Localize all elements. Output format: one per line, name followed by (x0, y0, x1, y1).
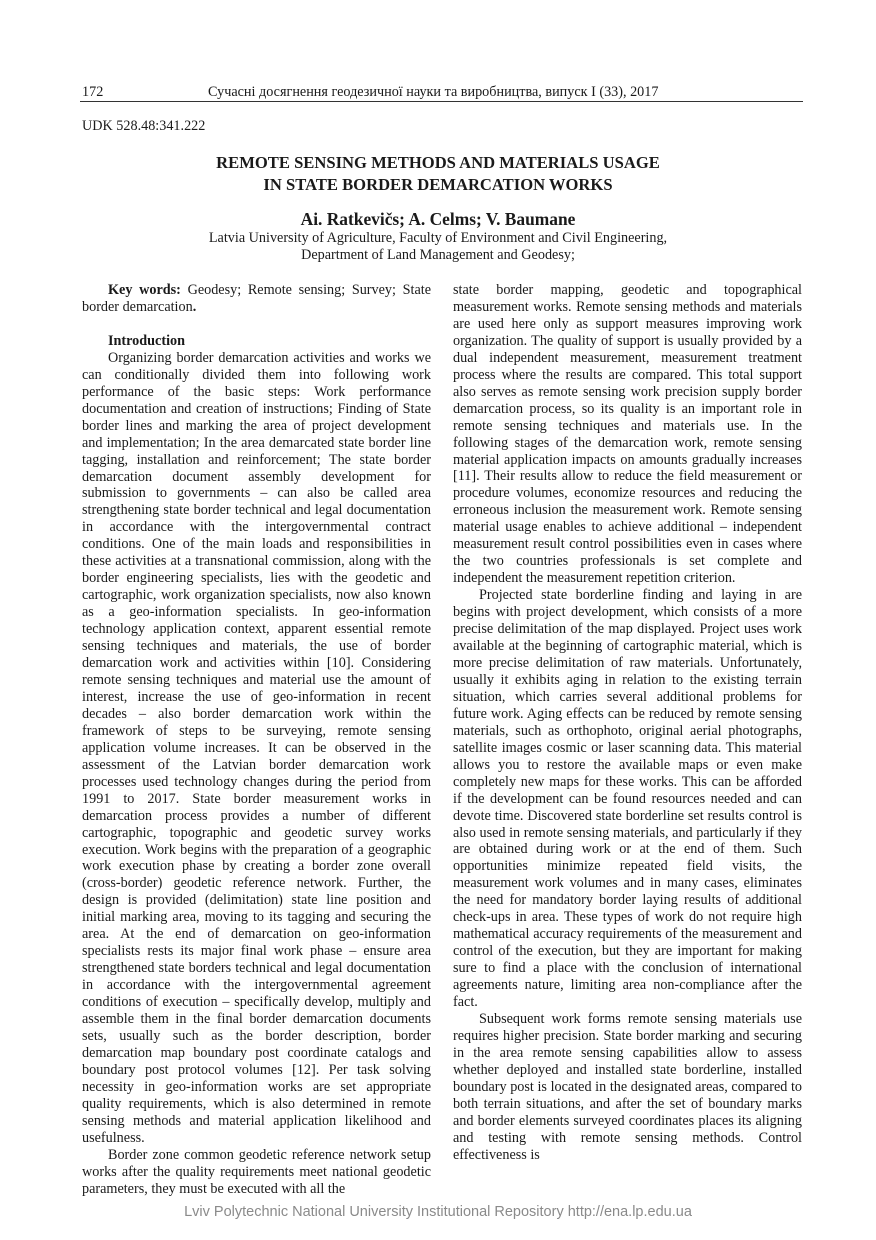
paper-title (0, 152, 876, 196)
keywords-text: Geodesy; Remote sensing; Survey; State border demarcation (82, 282, 431, 315)
paragraph: state border mapping, geodetic and topographical measurement works. Remote sensing methods and materials are used here only as support measures improving work organization. The quality of support is usually provided by a dual independent measurement, measurement treatment process where the results are compared. This total support also serves as remote sensing work precision supply border demarcation process, so its quality is an important role in remote sensing techniques and materials use. In the following stages of the demarcation work, remote sensing material application impacts on amounts gradually increases [11]. Their results allow to reduce the field measurement or procedure volumes, economize resources and reducing the erroneous inclusion the measurement work. Remote sensing material usage enables to achieve additional – independent measurement result control possibilities even in cases where the two countries professionals is set complete and independent the measurement repetition criterion. (453, 282, 802, 587)
title-line-2: IN STATE BORDER DEMARCATION WORKS (263, 175, 613, 194)
header-rule (80, 101, 803, 102)
authors: Ai. Ratkevičs; A. Celms; V. Baumane (300, 209, 576, 229)
affiliation-line-1: Latvia University of Agriculture, Faculty of Environment and Civil Engineering, (208, 230, 668, 246)
udk-code: UDK 528.48:341.222 (82, 118, 206, 134)
paragraph: Border zone common geodetic reference network setup works after the quality requirements meet national geodetic parameters, they must be executed with all the (82, 1146, 431, 1197)
running-head (82, 84, 803, 101)
paragraph: Organizing border demarcation activities and works we can conditionally divided them into following work performance of the basic steps: Work performance documentation and creation of instructions; Finding of State border lines and marking the area of project development and implementation; In the area demarcated state border line tagging, installation and reinforcement; The state border demarcation document assembly development for submission to governments – can also be called area strengthening state border technical and legal documentation in accordance with the intergovernmental contract conditions. One of the main loads and responsibilities in these activities at a transnational commission, along with the border engineering specialists, lies with the geodetic and cartographic, work organization specialists, now also known as a geo-information specialists. In geo-information technology application context, apparent essential remote sensing techniques and materials, the use of border demarcation work and activities within [10]. Considering remote sensing techniques and material use the amount of interest, increase the use of geo-information in recent decades – also border demarcation work within the framework of steps to be surveying, remote sensing application volume increases. It can be observed in the assessment of the Latvian border demarcation work processes used technology changes during the period from 1991 to 2017. State border measurement works in demarcation process provides a number of different cartographic, topographic and geodetic survey works execution. Work begins with the preparation of a geographic work execution phase by creating a border zone overall (cross-border) geodetic reference network. Further, the design is provided (delimitation) state line position and initial marking area, moving to its tagging and securing the area. At the end of demarcation on geo-information specialists rests its major final work phase – ensure area strengthened state borders technical and legal documentation in accordance with the intergovernmental agreement conditions of execution – specifically develop, multiply and assemble them in the final border demarcation documents sets, usually such as the border description, border demarcation map boundary post coordinate catalogs and boundary post protocol volumes [12]. Per task solving necessity in geo-information works are set appropriate quality requirements, which is also determined in remote sensing methods and material application likelihood and usefulness. (82, 349, 431, 1146)
keywords-label: Key words: (108, 282, 181, 298)
repository-footer: Lviv Polytechnic National University Institutional Repository http://ena.lp.edu.ua (184, 1204, 692, 1220)
keywords-end: . (192, 298, 197, 315)
right-column (453, 282, 802, 1164)
affiliation (0, 230, 876, 264)
page-number: 172 (82, 84, 104, 100)
paragraph: Projected state borderline finding and laying in are begins with project development, which consists of a more precise delimitation of the map displayed. Project uses work available at the beginning of cartographic material, which is more precise delimitation of raw materials. Unfortunately, usually it exhibits aging in relation to the existing terrain situation, which carries several additional problems for future work. Aging effects can be reduced by remote sensing materials, such as orthophoto, original aerial photographs, satellite images cosmic or laser scanning data. This material allows you to restore the available maps or even make completely new maps for these works. This can be afforded if the development can be found resources needed and can devote time. Discovered state borderline set results control is also used in remote sensing materials, and particularly if they are obtained during work or at the end of them. Such opportunities minimize repeated field visits, the measurement work volumes and in many cases, eliminates the need for mandatory border laying results of additional check-ups in area. These types of work do not require high mathematical accuracy requirements of the measurement and control of the execution, but they are important for making sure to find a place with the conclusion of international agreements nature, limiting area non-compliance after the fact. (453, 587, 802, 1011)
paragraph: Subsequent work forms remote sensing materials use requires higher precision. State border marking and securing in the area remote sensing capabilities allow to assess whether deployed and installed state borderline, installed boundary post is located in the designated areas, compared to both terrain situations, and after the set of boundary marks and border elements surveyed coordinates places its aligning and testing with remote sensing methods. Control effectiveness is (453, 1010, 802, 1163)
journal-title: Сучасні досягнення геодезичної науки та виробництва, випуск I (33), 2017 (208, 84, 659, 100)
left-column (82, 282, 431, 1198)
section-heading-introduction: Introduction (108, 332, 185, 349)
keywords (82, 282, 431, 316)
title-line-1: REMOTE SENSING METHODS AND MATERIALS USAGE (216, 153, 660, 172)
affiliation-line-2: Department of Land Management and Geodesy; (301, 247, 575, 264)
